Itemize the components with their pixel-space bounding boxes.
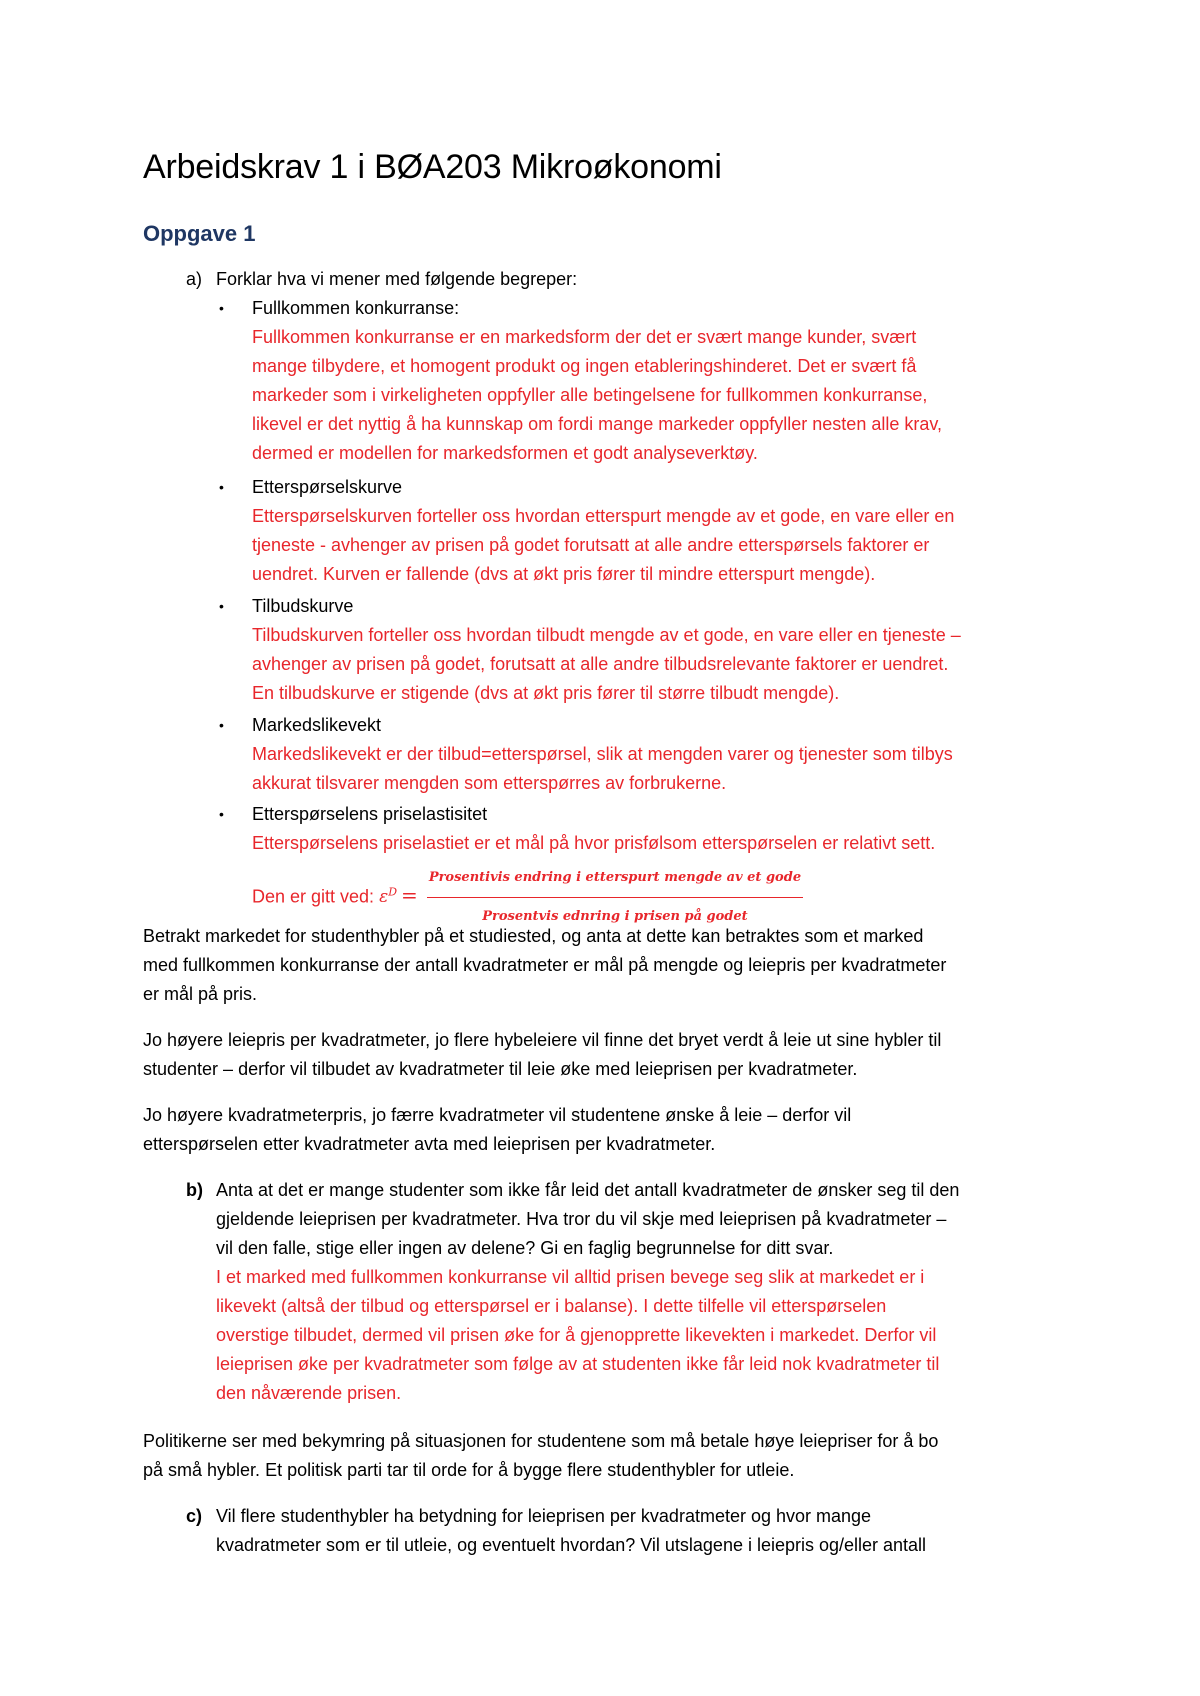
term-label: Etterspørselskurve — [252, 477, 403, 497]
formula-prefix: Den er gitt ved: — [252, 886, 375, 907]
question-line: Anta at det er mange studenter som ikke får leid det antall kvadratmeter de ønsker seg til den — [216, 1180, 960, 1200]
fraction-denominator: Prosentvis ednring i prisen på godet — [482, 909, 748, 924]
answer-line: I et marked med fullkommen konkurranse vil alltid prisen bevege seg slik at markedet er i — [216, 1267, 925, 1287]
question-label-a: a) — [186, 269, 203, 289]
paragraph-line: Jo høyere leiepris per kvadratmeter, jo flere hybeleiere vil finne det bryet verdt å leie ut sine hybler til — [143, 1030, 942, 1050]
elasticity-symbol: $\varepsilon^D$ — [379, 885, 398, 908]
fraction-numerator: Prosentivis endring i etterspurt mengde av et gode — [427, 860, 803, 898]
answer-line: overstige tilbudet, dermed vil prisen øke for å gjenopprette likevekten i markedet. Derfor vil — [216, 1325, 937, 1345]
bullet-icon: • — [219, 806, 224, 822]
question-line: Vil flere studenthybler ha betydning for leieprisen per kvadratmeter og hvor mange — [216, 1506, 872, 1526]
question-line: gjeldende leieprisen per kvadratmeter. Hva tror du vil skje med leieprisen på kvadratmeter – — [216, 1209, 947, 1229]
answer-line: tjeneste - avhenger av prisen på godet forutsatt at alle andre etterspørsels faktorer er — [252, 535, 930, 555]
equals-sign: = — [401, 883, 418, 908]
answer-line: akkurat tilsvarer mengden som etterspørres av forbrukerne. — [252, 773, 727, 793]
answer-line: En tilbudskurve er stigende (dvs at økt pris fører til større tilbudt mengde). — [252, 683, 840, 703]
bullet-icon: • — [219, 717, 224, 733]
paragraph-line: studenter – derfor vil tilbudet av kvadratmeter til leie øke med leieprisen per kvadratmeter. — [143, 1059, 858, 1079]
paragraph-line: etterspørselen etter kvadratmeter avta med leieprisen per kvadratmeter. — [143, 1134, 716, 1154]
question-a-text: Forklar hva vi mener med følgende begreper: — [216, 269, 578, 289]
question-c — [216, 1502, 1076, 1560]
paragraph — [143, 1101, 1083, 1159]
paragraph-line: på små hybler. Et politisk parti tar til orde for å bygge flere studenthybler for utleie. — [143, 1460, 795, 1480]
term-list-item — [252, 800, 1092, 935]
paragraph-line: er mål på pris. — [143, 984, 258, 1004]
term-list-item — [252, 473, 1092, 589]
answer-line: Fullkommen konkurranse er en markedsform der det er svært mange kunder, svært — [252, 327, 917, 347]
question-line: vil den falle, stige eller ingen av delene? Gi en faglig begrunnelse for ditt svar. — [216, 1238, 834, 1258]
paragraph-line: Jo høyere kvadratmeterpris, jo færre kvadratmeter vil studentene ønske å leie – derfor vil — [143, 1105, 852, 1125]
answer-line: Tilbudskurven forteller oss hvordan tilbudt mengde av et gode, en vare eller en tjeneste – — [252, 625, 961, 645]
term-label: Fullkommen konkurranse: — [252, 298, 460, 318]
answer-line: den nåværende prisen. — [216, 1383, 402, 1403]
answer-line: leieprisen øke per kvadratmeter som følge av at studenten ikke får leid nok kvadratmeter til — [216, 1354, 940, 1374]
paragraph — [143, 1427, 1083, 1485]
answer-line: mange tilbydere, et homogent produkt og ingen etableringshinderet. Det er svært få — [252, 356, 917, 376]
paragraph — [143, 1026, 1083, 1084]
paragraph — [143, 922, 1083, 1009]
section-heading: Oppgave 1 — [143, 221, 256, 246]
document-title: Arbeidskrav 1 i BØA203 Mikroøkonomi — [143, 148, 722, 186]
answer-line: avhenger av prisen på godet, forutsatt at alle andre tilbudsrelevante faktorer er uendret. — [252, 654, 949, 674]
question-line: kvadratmeter som er til utleie, og eventuelt hvordan? Vil utslagene i leiepris og/eller antall — [216, 1535, 927, 1555]
question-label-c: c) — [186, 1506, 203, 1526]
term-list-item — [252, 592, 1092, 708]
answer-line: Etterspørselskurven forteller oss hvordan etterspurt mengde av et gode, en vare eller en — [252, 506, 955, 526]
paragraph-line: Betrakt markedet for studenthybler på et studiested, og anta at dette kan betraktes som et marked — [143, 926, 924, 946]
paragraph-line: Politikerne ser med bekymring på situasjonen for studentene som må betale høye leiepriser for å bo — [143, 1431, 939, 1451]
answer-line: likevekt (altså der tilbud og etterspørsel er i balanse). I dette tilfelle vil etterspørselen — [216, 1296, 887, 1316]
answer-line: uendret. Kurven er fallende (dvs at økt pris fører til mindre etterspurt mengde). — [252, 564, 876, 584]
term-list-item — [252, 711, 1092, 798]
term-label: Markedslikevekt — [252, 715, 382, 735]
question-b — [216, 1176, 1076, 1408]
answer-line: likevel er det nyttig å ha kunnskap om fordi mange markeder oppfyller nesten alle krav, — [252, 414, 943, 434]
answer-line: dermed er modellen for markedsformen et godt analyseverktøy. — [252, 443, 758, 463]
term-label: Etterspørselens priselastisitet — [252, 804, 488, 824]
term-list-item — [252, 294, 1092, 468]
term-label: Tilbudskurve — [252, 596, 354, 616]
answer-line: Markedslikevekt er der tilbud=etterspørsel, slik at mengden varer og tjenester som tilbys — [252, 744, 953, 764]
answer-line: markeder som i virkeligheten oppfyller alle betingelsene for fullkommen konkurranse, — [252, 385, 928, 405]
question-label-b: b) — [186, 1180, 203, 1200]
paragraph-line: med fullkommen konkurranse der antall kvadratmeter er mål på mengde og leiepris per kvadratmeter — [143, 955, 947, 975]
bullet-icon: • — [219, 300, 224, 316]
answer-line: Etterspørselens priselastiet er et mål på hvor prisfølsom etterspørselen er relativt sett. — [252, 833, 936, 853]
bullet-icon: • — [219, 598, 224, 614]
bullet-icon: • — [219, 479, 224, 495]
